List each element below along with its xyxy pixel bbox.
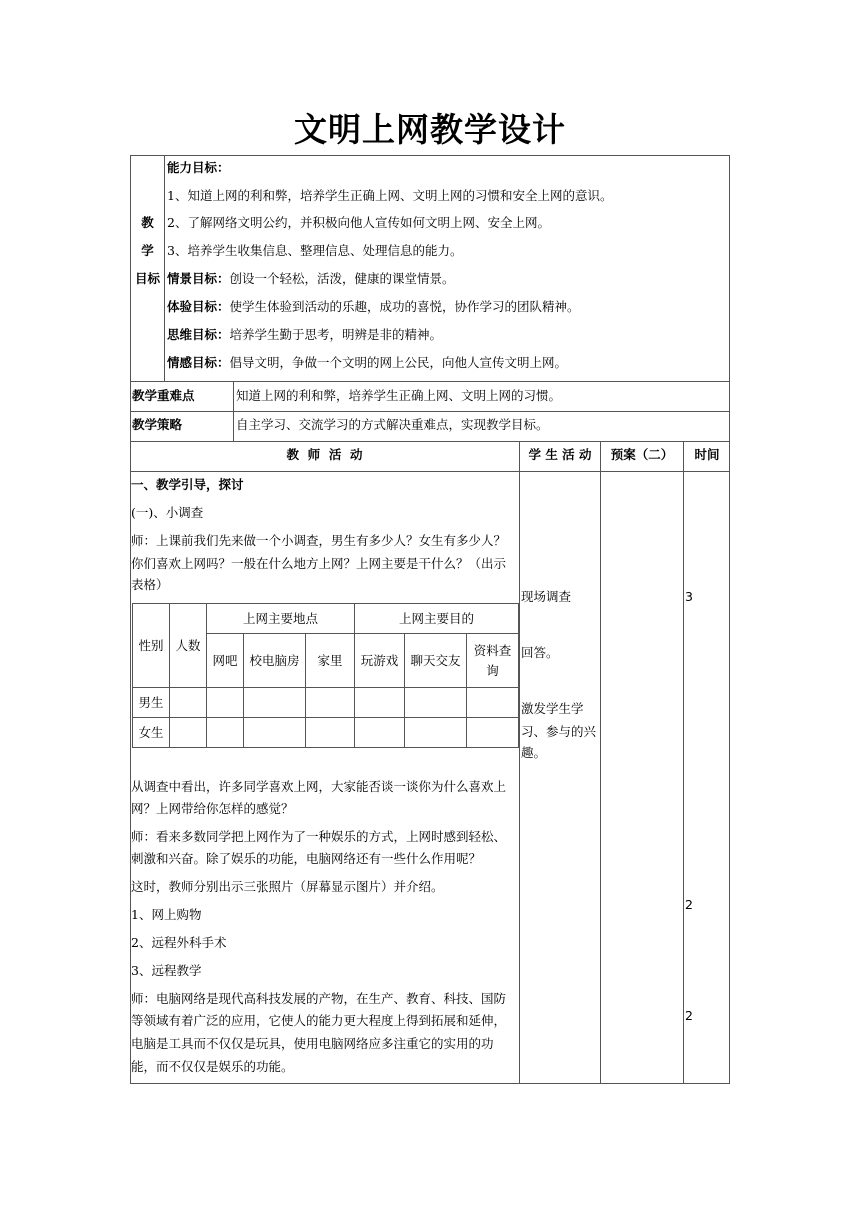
strategy-text: 自主学习、交流学习的方式解决重难点，实现教学目标。	[236, 417, 549, 432]
time-value-2: 2	[685, 897, 693, 912]
student-activity-2: 回答。	[521, 645, 559, 660]
experience-objective	[167, 299, 580, 315]
survey-purpose-games: 玩游戏	[355, 634, 405, 688]
list-item-remote-surgery: 2、远程外科手术	[131, 935, 227, 950]
ability-item-2: 2、了解网络文明公约，并积极向他人宣传如何文明上网、安全上网。	[167, 215, 550, 230]
survey-count-header: 人数	[170, 604, 207, 688]
survey-row-female: 女生	[133, 718, 170, 748]
survey-place-internet-cafe: 网吧	[207, 634, 244, 688]
teacher-paragraph-5-line-3: 电脑是工具而不仅仅是玩具，使用电脑网络应多注重它的实用的功	[131, 1036, 494, 1051]
objectives-divider	[164, 155, 165, 382]
time-value-3: 2	[685, 1008, 693, 1023]
student-activity-header: 学 生 活 动	[528, 447, 592, 462]
teacher-paragraph-5-line-4: 能，而不仅仅是娱乐的功能。	[131, 1059, 294, 1074]
teacher-paragraph-2-line-1: 从调查中看出，许多同学喜欢上网，大家能否谈一谈你为什么喜欢上	[131, 779, 507, 794]
teacher-paragraph-1-line-3: 表格）	[131, 577, 169, 592]
experience-heading: 体验目标：	[167, 299, 230, 314]
document-title: 文明上网教学设计	[294, 110, 566, 149]
list-item-remote-teaching: 3、远程教学	[131, 963, 202, 978]
survey-cell	[244, 688, 306, 718]
survey-table	[132, 603, 519, 748]
thinking-objective	[167, 327, 442, 343]
survey-purposes-header: 上网主要目的	[355, 604, 519, 634]
list-item-online-shopping: 1、网上购物	[131, 907, 202, 922]
teacher-paragraph-3-line-1: 师：看来多数同学把上网作为了一种娱乐的方式，上网时感到轻松、	[131, 829, 507, 844]
teacher-paragraph-3-line-2: 刺激和兴奋。除了娱乐的功能，电脑网络还有一些什么作用呢？	[131, 851, 482, 866]
scene-objective	[167, 271, 455, 287]
time-value-1: 3	[685, 589, 693, 604]
objectives-label-2: 学	[141, 243, 154, 258]
scene-text: 创设一个轻松，活泼，健康的课堂情景。	[229, 271, 455, 286]
ability-item-3: 3、培养学生收集信息、整理信息、处理信息的能力。	[167, 243, 463, 258]
teacher-paragraph-2-line-2: 网？上网带给你怎样的感觉？	[131, 801, 294, 816]
strategy-label: 教学策略	[132, 417, 183, 432]
key-points-divider	[233, 381, 234, 412]
teacher-paragraph-1-line-2: 你们喜欢上网吗？一般在什么地方上网？上网主要是干什么？（出示	[131, 556, 507, 571]
key-points-label: 教学重难点	[132, 388, 195, 403]
survey-cell	[170, 718, 207, 748]
emotion-heading: 情感目标：	[167, 355, 230, 370]
student-activity-3-line-2: 习、参与的兴	[521, 724, 597, 739]
teacher-paragraph-5-line-1: 师：电脑网络是现代高科技发展的产物，在生产、教育、科技、国防	[131, 991, 507, 1006]
survey-cell	[467, 688, 519, 718]
survey-places-header: 上网主要地点	[207, 604, 355, 634]
student-activity-3-line-3: 趣。	[521, 745, 547, 760]
emotion-text: 倡导文明，争做一个文明的网上公民，向他人宣传文明上网。	[229, 355, 568, 370]
survey-cell	[306, 718, 355, 748]
survey-gender-header: 性别	[133, 604, 170, 688]
scene-heading: 情景目标：	[167, 271, 230, 286]
survey-place-school-lab: 校电脑房	[244, 634, 306, 688]
survey-cell	[207, 718, 244, 748]
emotion-objective	[167, 355, 567, 371]
ability-heading: 能力目标：	[167, 160, 230, 175]
teacher-paragraph-1-line-1: 师：上课前我们先来做一个小调查，男生有多少人？女生有多少人？	[131, 533, 507, 548]
experience-text: 使学生体验到活动的乐趣，成功的喜悦，协作学习的团队精神。	[229, 299, 580, 314]
subsection-heading: (一)、小调查	[131, 505, 204, 520]
objectives-label-1: 教	[141, 215, 154, 230]
survey-purpose-research-line-1: 资料查	[473, 642, 512, 658]
strategy-divider	[233, 411, 234, 442]
survey-row-male: 男生	[133, 688, 170, 718]
survey-cell	[405, 688, 467, 718]
student-activity-3-line-1: 激发学生学	[521, 701, 584, 716]
teacher-activity-header: 教 师 活 动	[286, 447, 363, 462]
student-activity-1: 现场调查	[521, 589, 572, 604]
survey-cell	[405, 718, 467, 748]
plan-header: 预案（二）	[610, 447, 674, 462]
survey-cell	[207, 688, 244, 718]
survey-purpose-research-line-2: 询	[486, 662, 499, 678]
survey-cell	[244, 718, 306, 748]
survey-cell	[355, 688, 405, 718]
objectives-label-3: 目标	[134, 271, 160, 286]
survey-cell	[170, 688, 207, 718]
survey-cell	[355, 718, 405, 748]
ability-item-1: 1、知道上网的利和弊，培养学生正确上网、文明上网的习惯和安全上网的意识。	[167, 188, 613, 203]
teacher-paragraph-4: 这时，教师分别出示三张照片（屏幕显示图片）并介绍。	[131, 879, 444, 894]
survey-purpose-research	[467, 634, 519, 688]
key-points-text: 知道上网的利和弊，培养学生正确上网、文明上网的习惯。	[236, 388, 562, 403]
teacher-paragraph-5-line-2: 等领域有着广泛的应用，它使人的能力更大程度上得到拓展和延伸，	[131, 1013, 507, 1028]
thinking-heading: 思维目标：	[167, 327, 230, 342]
time-header: 时间	[694, 447, 720, 462]
thinking-text: 培养学生勤于思考，明辨是非的精神。	[229, 327, 443, 342]
survey-cell	[467, 718, 519, 748]
section-heading: 一、教学引导，探讨	[131, 477, 244, 492]
survey-purpose-chat: 聊天交友	[405, 634, 467, 688]
survey-place-home: 家里	[306, 634, 355, 688]
survey-cell	[306, 688, 355, 718]
